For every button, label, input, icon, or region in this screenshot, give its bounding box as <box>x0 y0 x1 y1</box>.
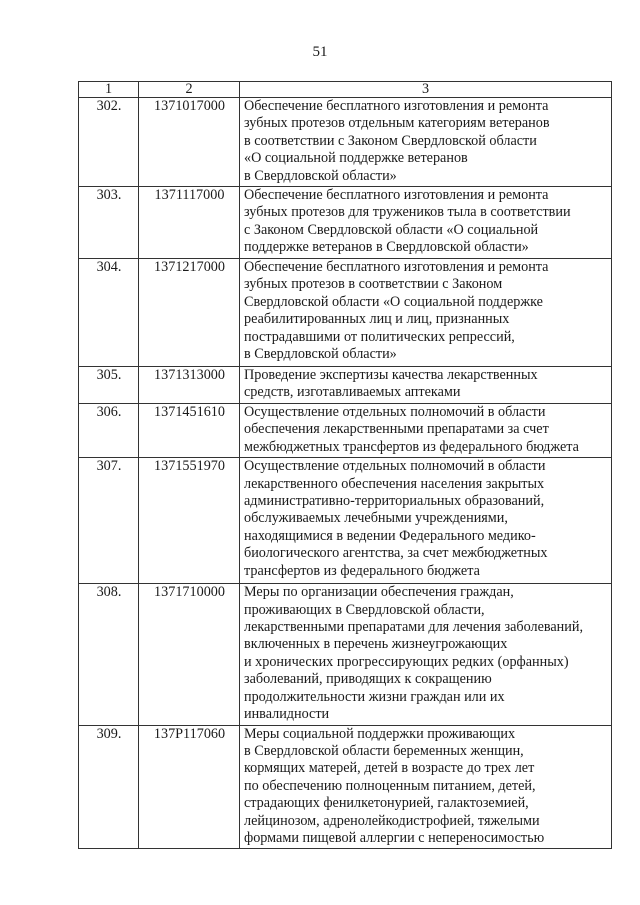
row-description: Проведение экспертизы качества лекарственных средств, изготавливаемых аптеками <box>240 367 612 404</box>
table-row <box>79 404 612 458</box>
row-code: 1371217000 <box>139 259 240 367</box>
row-description: Меры социальной поддержки проживающих в Свердловской области беременных женщин, кормящих матерей, детей в возрасте до трех лет по обеспечению полноценным питанием, детей, страдающих фенилкетонурией, галактоземией, лейцинозом, адренолейкодистрофией, тяжелыми формами пищевой аллергии с непереносимостью <box>240 725 612 849</box>
table-row <box>79 458 612 584</box>
row-number: 302. <box>79 98 139 187</box>
row-description: Обеспечение бесплатного изготовления и ремонта зубных протезов в соответствии с Законом Свердловской области «О социальной поддержке реабилитированных лиц и лиц, признанных пострадавшими от политических репрессий, в Свердловской области» <box>240 259 612 367</box>
row-code: 137P117060 <box>139 725 240 849</box>
row-code: 1371117000 <box>139 187 240 259</box>
row-description: Обеспечение бесплатного изготовления и ремонта зубных протезов для тружеников тыла в соответствии с Законом Свердловской области «О социальной поддержке ветеранов в Свердловской области» <box>240 187 612 259</box>
table-row <box>79 584 612 725</box>
budget-table <box>78 81 612 849</box>
row-code: 1371710000 <box>139 584 240 725</box>
page-number: 51 <box>312 44 328 60</box>
row-description: Осуществление отдельных полномочий в области лекарственного обеспечения населения закрытых административно-территориальных образований, обслуживаемых лечебными учреждениями, находящимися в ведении Федерального медико- биологического агентства, за счет межбюджетных трансфертов из федерального бюджета <box>240 458 612 584</box>
row-code: 1371451610 <box>139 404 240 458</box>
row-description: Обеспечение бесплатного изготовления и ремонта зубных протезов отдельным категориям ветеранов в соответствии с Законом Свердловской области «О социальной поддержке ветеранов в Свердловской области» <box>240 98 612 187</box>
table-row <box>79 98 612 187</box>
table-row <box>79 259 612 367</box>
table-row <box>79 725 612 849</box>
row-number: 305. <box>79 367 139 404</box>
table-header-row <box>79 82 612 98</box>
row-number: 307. <box>79 458 139 584</box>
row-number: 304. <box>79 259 139 367</box>
table-row <box>79 367 612 404</box>
column-header-2: 2 <box>139 82 240 98</box>
row-number: 303. <box>79 187 139 259</box>
row-code: 1371017000 <box>139 98 240 187</box>
row-description: Меры по организации обеспечения граждан, проживающих в Свердловской области, лекарственными препаратами для лечения заболеваний, включенных в перечень жизнеугрожающих и хронических прогрессирующих редких (орфанных) заболеваний, приводящих к сокращению продолжительности жизни граждан или их инвалидности <box>240 584 612 725</box>
column-header-1: 1 <box>79 82 139 98</box>
row-number: 306. <box>79 404 139 458</box>
row-description: Осуществление отдельных полномочий в области обеспечения лекарственными препаратами за счет межбюджетных трансфертов из федерального бюджета <box>240 404 612 458</box>
row-code: 1371551970 <box>139 458 240 584</box>
row-number: 308. <box>79 584 139 725</box>
row-number: 309. <box>79 725 139 849</box>
row-code: 1371313000 <box>139 367 240 404</box>
table-row <box>79 187 612 259</box>
column-header-3: 3 <box>240 82 612 98</box>
